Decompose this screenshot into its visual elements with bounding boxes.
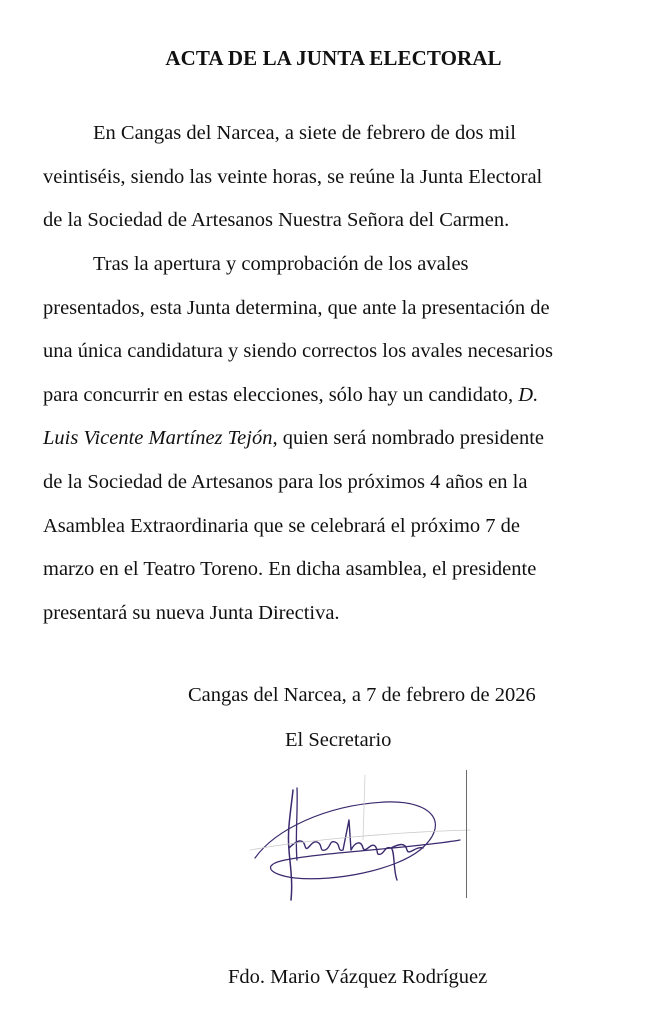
- place-and-date: Cangas del Narcea, a 7 de febrero de 2026: [188, 684, 536, 706]
- signed-by: Fdo. Mario Vázquez Rodríguez: [228, 966, 488, 988]
- paragraph-line: [43, 417, 633, 461]
- line-text: , quien será nombrado presidente: [272, 427, 545, 450]
- line-text: para concurrir en estas elecciones, sólo hay un candidato,: [43, 383, 519, 406]
- paragraph-line: presentados, esta Junta determina, que ante la presentación de: [43, 296, 550, 319]
- paragraph-line: En Cangas del Narcea, a siete de febrero de dos mil: [93, 122, 516, 144]
- document-title: ACTA DE LA JUNTA ELECTORAL: [165, 46, 502, 70]
- handwritten-signature: [245, 770, 475, 910]
- signature-initial-2: [296, 788, 297, 860]
- signer-role: El Secretario: [285, 729, 392, 751]
- vertical-rule: [466, 770, 467, 898]
- paragraph-resolution: [43, 243, 633, 635]
- signature-letters: [289, 820, 423, 880]
- paragraph-line: de la Sociedad de Artesanos Nuestra Señora del Carmen.: [43, 209, 510, 232]
- signature-oval: [255, 802, 460, 879]
- paragraph-line: veintiséis, siendo las veinte horas, se reúne la Junta Electoral: [43, 165, 543, 188]
- paragraph-line: Tras la apertura y comprobación de los avales: [93, 253, 469, 275]
- signature-guide-line: [363, 775, 365, 840]
- candidate-name: Luis Vicente Martínez Tejón: [43, 427, 273, 450]
- paragraph-line: de la Sociedad de Artesanos para los próximos 4 años en la: [43, 470, 528, 493]
- paragraph-line: Asamblea Extraordinaria que se celebrará el próximo 7 de: [43, 514, 520, 537]
- paragraph-opening: [43, 112, 633, 243]
- paragraph-line: marzo en el Teatro Toreno. En dicha asamblea, el presidente: [43, 558, 537, 581]
- candidate-title: D.: [518, 383, 539, 406]
- paragraph-line: presentará su nueva Junta Directiva.: [43, 601, 340, 624]
- paragraph-line: una única candidatura y siendo correctos los avales necesarios: [43, 340, 554, 363]
- paragraph-line: [43, 374, 633, 418]
